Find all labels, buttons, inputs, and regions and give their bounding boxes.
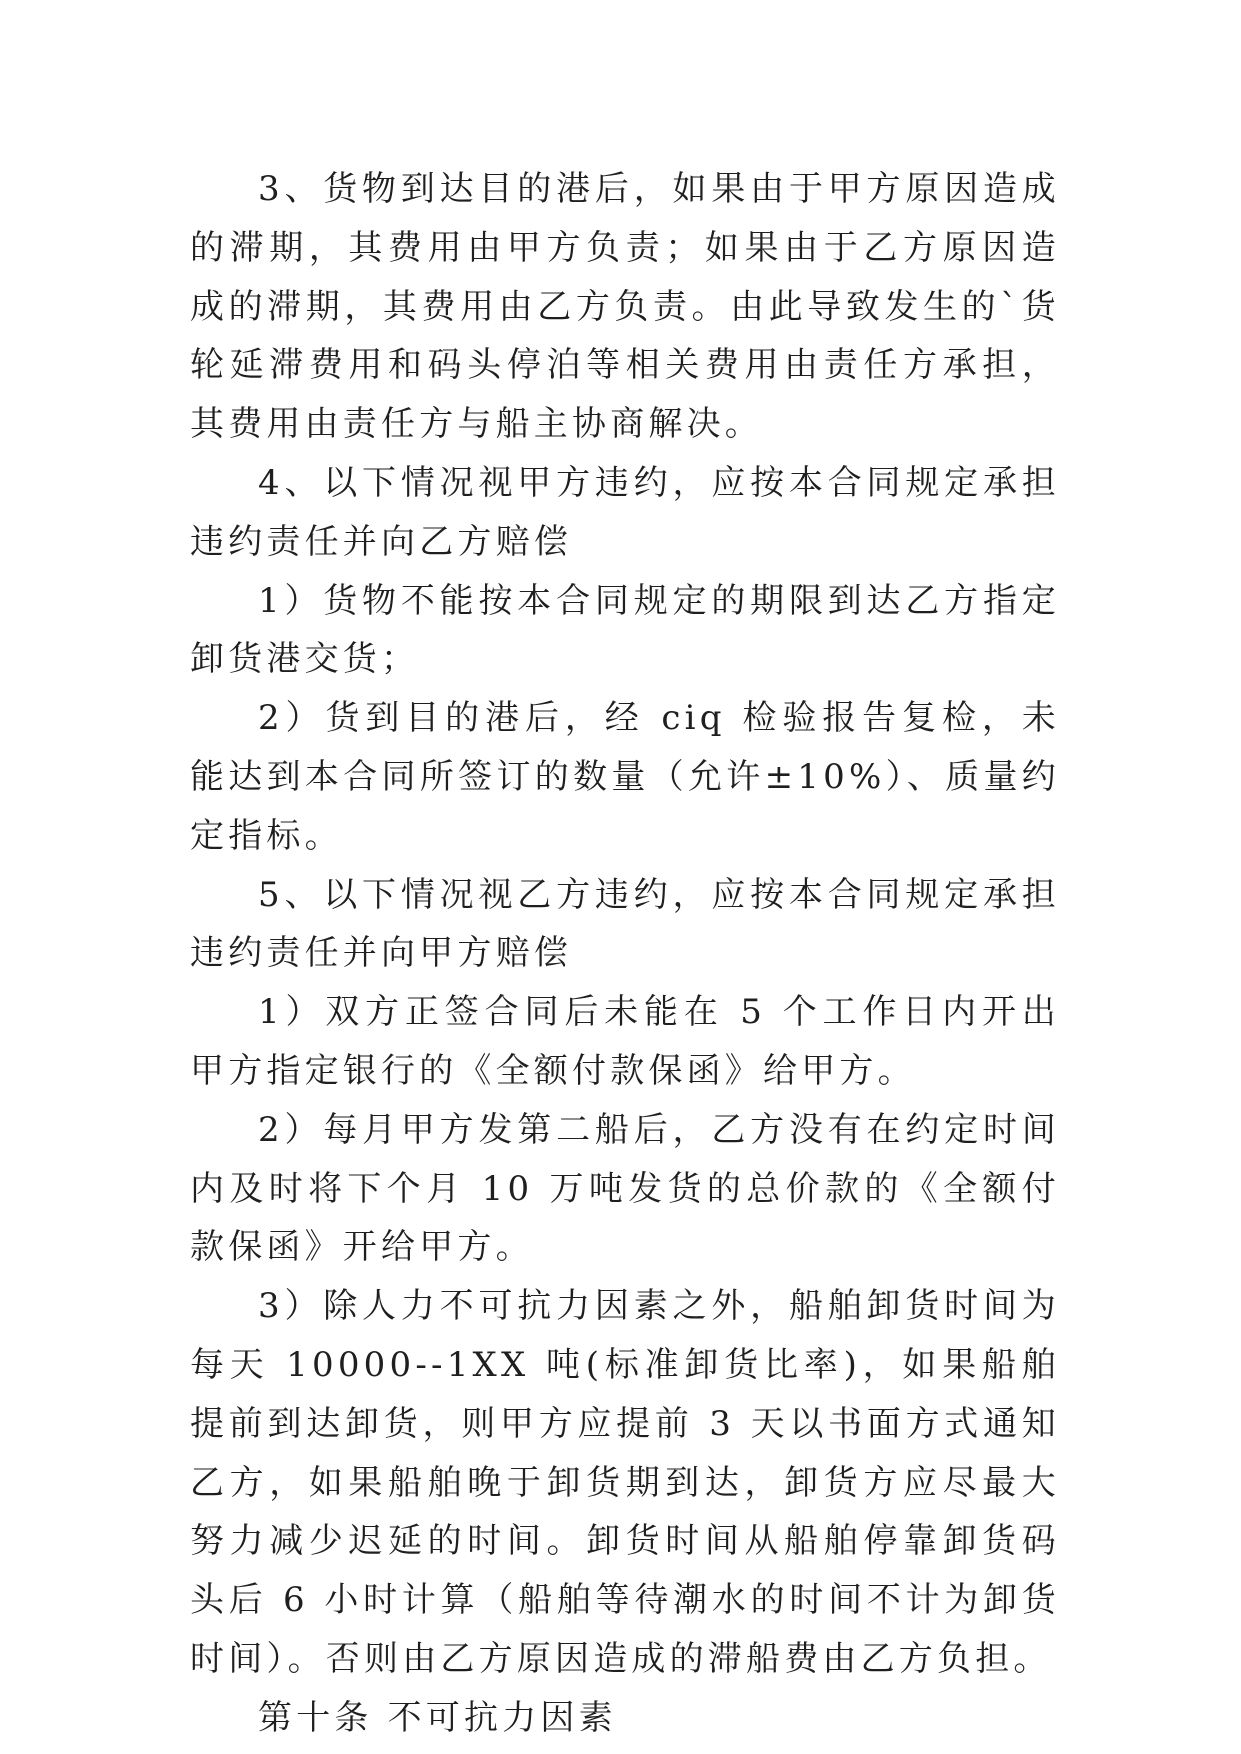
paragraph-a-breach-item-1: 1）货物不能按本合同规定的期限到达乙方指定卸货港交货；	[190, 580, 1060, 680]
paragraph-b-breach-item-1: 1）双方正签合同后未能在 5 个工作日内开出甲方指定银行的《全额付款保函》给甲方。	[190, 992, 1060, 1091]
paragraph-a-breach-item-2: 2）货到目的港后，经 ciq 检验报告复检，未能达到本合同所签订的数量（允许±10%）、质量约定指标。	[190, 698, 1060, 856]
paragraph-party-b-breach: 5、以下情况视乙方违约，应按本合同规定承担违约责任并向甲方赔偿	[190, 874, 1060, 974]
paragraph-demurrage-responsibility: 3、货物到达目的港后，如果由于甲方原因造成的滞期，其费用由甲方负责；如果由于乙方原因造成的滞期，其费用由乙方负责。由此导致发生的`货轮延滞费用和码头停泊等相关费用由责任方承担，其费用由责任方与船主协商解决。	[190, 169, 1060, 445]
document-body	[190, 160, 1060, 1748]
paragraph-b-breach-item-2: 2）每月甲方发第二船后，乙方没有在约定时间内及时将下个月 10 万吨发货的总价款的《全额付款保函》开给甲方。	[190, 1109, 1060, 1268]
paragraph-b-breach-item-3: 3）除人力不可抗力因素之外，船舶卸货时间为每天 10000--1XX 吨(标准卸货比率)，如果船舶提前到达卸货，则甲方应提前 3 天以书面方式通知乙方，如果船舶晚于卸货期到达，卸货方应尽最大努力减少迟延的时间。卸货时间从船舶停靠卸货码头后 6 小时计算（船舶等待潮水的时间不计为卸货时间）。否则由乙方原因造成的滞船费由乙方负担。	[190, 1286, 1060, 1679]
section-heading-force-majeure: 第十条 不可抗力因素	[258, 1697, 617, 1738]
paragraph-party-a-breach: 4、以下情况视甲方违约，应按本合同规定承担违约责任并向乙方赔偿	[190, 462, 1060, 562]
